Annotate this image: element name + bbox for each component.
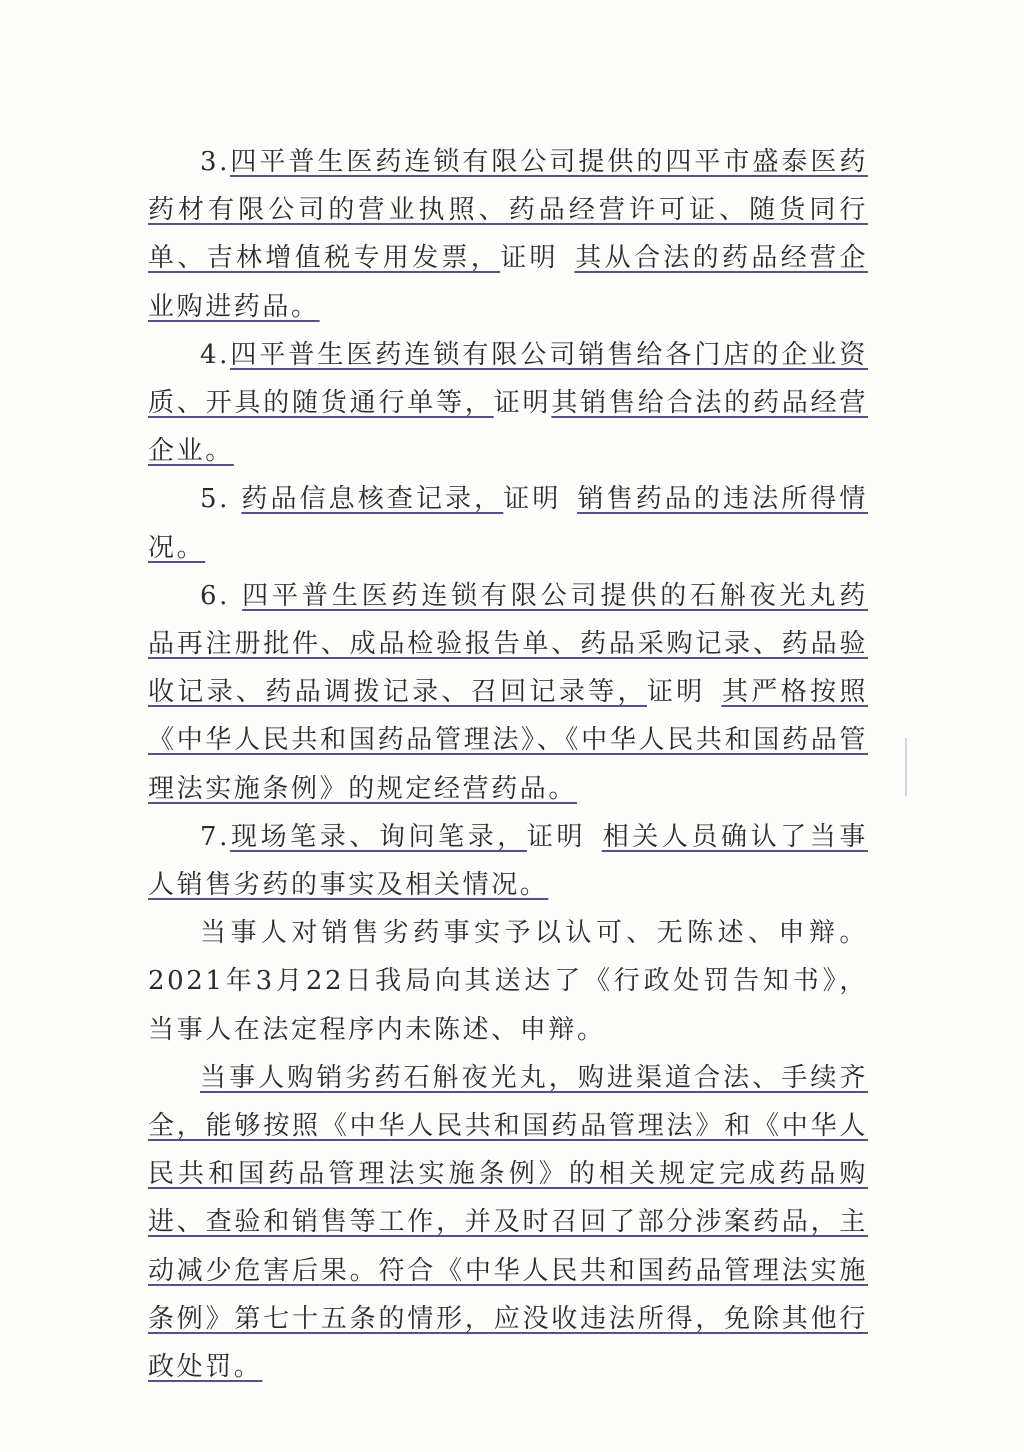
evidence-item-3 xyxy=(148,138,868,331)
scan-margin-mark xyxy=(905,738,907,796)
proof-purpose: 相关人员确认了当事人销售劣药的事实及相关情况。 xyxy=(148,821,869,901)
evidence-description: 四平普生医药连锁有限公司提供的四平市盛泰医药药材有限公司的营业执照、药品经营许可证、随货同行单、吉林增值税专用发票， xyxy=(148,147,868,274)
item-number: 6. xyxy=(200,580,243,611)
evidence-item-7 xyxy=(148,813,868,909)
statement-paragraph: 当事人对销售劣药事实予以认可、无陈述、申辩。2021年3月22日我局向其送达了《行政处罚告知书》，当事人在法定程序内未陈述、申辩。 xyxy=(148,918,868,1045)
evidence-description: 四平普生医药连锁有限公司提供的石斛夜光丸药品再注册批件、成品检验报告单、药品采购记录、药品验收记录、药品调拨记录、召回记录等， xyxy=(148,580,868,708)
conclusion-paragraph xyxy=(148,1054,868,1391)
evidence-item-4 xyxy=(148,331,868,476)
evidence-text xyxy=(148,138,868,1391)
evidence-item-5 xyxy=(148,475,868,571)
evidence-description: 药品信息核查记录， xyxy=(241,484,504,515)
proof-verb: 证明 xyxy=(500,243,559,274)
item-number: 4. xyxy=(200,339,231,370)
proof-purpose: 其严格按照《中华人民共和国药品管理法》、《中华人民共和国药品管理法实施条例》的规定经营药品。 xyxy=(148,677,868,804)
conclusion-text: 当事人购销劣药石斛夜光丸，购进渠道合法、手续齐全，能够按照《中华人民共和国药品管理法》和《中华人民共和国药品管理法实施条例》的相关规定完成药品购进、查验和销售等工作，并及时召回了部分涉案药品，主动减少危害后果。符合《中华人民共和国药品管理法实施条例》第七十五条的情形，应没收违法所得，免除其他行政处罚。 xyxy=(148,1062,868,1383)
proof-purpose: 其从合法的药品经营企业购进药品。 xyxy=(148,243,868,322)
proof-purpose: 其销售给合法的药品经营企业。 xyxy=(148,388,869,467)
proof-verb: 证明 xyxy=(526,821,587,852)
item-number: 5. xyxy=(200,484,242,515)
evidence-description: 四平普生医药连锁有限公司销售给各门店的企业资质、开具的随货通行单等， xyxy=(148,339,868,419)
evidence-description: 现场笔录、询问笔录， xyxy=(230,821,527,852)
proof-purpose: 销售药品的违法所得情况。 xyxy=(148,484,868,563)
proof-verb: 证明 xyxy=(646,677,706,708)
item-number: 3. xyxy=(200,147,231,177)
proof-verb: 证明 xyxy=(503,484,562,515)
item-number: 7. xyxy=(200,821,231,852)
proof-verb: 证明 xyxy=(493,388,552,419)
evidence-item-6 xyxy=(148,572,868,813)
